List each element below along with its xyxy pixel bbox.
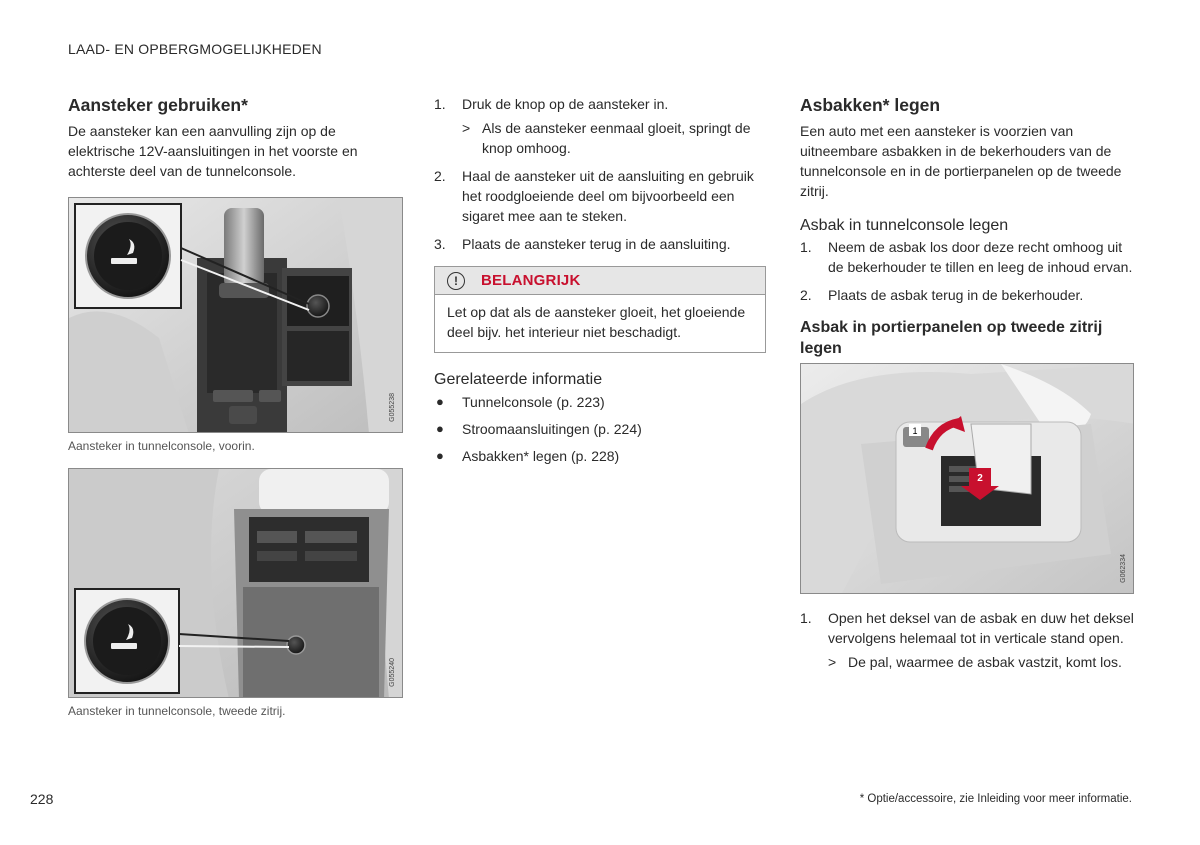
door-ashtray-steps (800, 608, 1135, 672)
image-id-label: G055238 (389, 393, 396, 422)
related-link-tunnelconsole[interactable]: ● Tunnelconsole (p. 223) (436, 394, 605, 410)
page-number: 228 (30, 791, 54, 807)
list-item: 2. Haal de aansteker uit de aansluiting en gebruik het roodgloeiende deel om bijvoorbeeld een sigaret mee aan te steken. (434, 168, 754, 224)
chapter-header: LAAD- EN OPBERGMOGELIJKHEDEN (68, 41, 322, 57)
image-id-label: G062334 (1120, 554, 1127, 583)
tunnel-ashtray-steps (800, 237, 1135, 305)
lighter-steps-list (434, 94, 766, 254)
photo-door-ashtray (800, 363, 1134, 594)
photo-lighter-front-console (68, 197, 403, 433)
rear-console-illustration (69, 469, 403, 698)
list-item: 2. Plaats de asbak terug in de bekerhouder. (800, 287, 1084, 303)
bullet-icon: ● (436, 448, 444, 463)
callout-2: 2 (977, 473, 983, 484)
step-result: > De pal, waarmee de asbak vastzit, komt los. (828, 654, 1122, 670)
list-item: 1. Neem de asbak los door deze recht omhoog uit de bekerhouder te tillen en leeg de inhoud ervan. (800, 239, 1133, 275)
front-console-illustration (69, 198, 403, 433)
list-item: 1. Open het deksel van de asbak en duw het deksel vervolgens helemaal tot in verticale stand open. > De pal, waarmee de asbak vastzit, komt los. (800, 610, 1134, 670)
figure-caption-front: Aansteker in tunnelconsole, voorin. (68, 439, 255, 453)
column-ashtray (800, 94, 1135, 680)
step-result: > Als de aansteker eenmaal gloeit, springt de knop omhoog. (462, 120, 751, 156)
important-notice-box (434, 266, 766, 353)
exclamation-icon: ! (447, 272, 465, 290)
related-info-list (434, 392, 766, 466)
list-item: 1. Druk de knop op de aansteker in. > Als de aansteker eenmaal gloeit, springt de knop omhoog. (434, 94, 766, 158)
important-notice-header (435, 267, 765, 295)
image-id-label: G055240 (389, 658, 396, 687)
column-lighter-usage (68, 94, 403, 719)
ashtray-intro-text: Een auto met een aansteker is voorzien van uitneembare asbakken in de bekerhouders van de tunnelconsole en in de portierpanelen op de tweede zitrij. (800, 123, 1122, 199)
bullet-icon: ● (436, 421, 444, 436)
important-notice-text: Let op dat als de aansteker gloeit, het gloeiende deel bijv. het interieur niet beschadigt. (447, 304, 746, 340)
section-title-lighter: Aansteker gebruiken* (68, 95, 248, 115)
door-ashtray-illustration (801, 364, 1134, 594)
footnote: * Optie/accessoire, zie Inleiding voor meer informatie. (859, 793, 1132, 805)
related-link-asbakken[interactable]: ● Asbakken* legen (p. 228) (436, 448, 620, 464)
list-item: 3. Plaats de aansteker terug in de aansluiting. (434, 236, 731, 252)
section-title-ashtray: Asbakken* legen (800, 95, 941, 115)
related-info-title: Gerelateerde informatie (434, 371, 603, 388)
callout-1: 1 (912, 426, 918, 436)
subtitle-tunnel-ashtray: Asbak in tunnelconsole legen (800, 217, 1009, 234)
related-link-stroomaansluitingen[interactable]: ● Stroomaansluitingen (p. 224) (436, 421, 642, 437)
figure-caption-rear: Aansteker in tunnelconsole, tweede zitrij. (68, 704, 286, 718)
column-lighter-steps (434, 94, 766, 473)
photo-lighter-rear-console (68, 468, 403, 698)
lighter-intro-text: De aansteker kan een aanvulling zijn op de elektrische 12V-aansluitingen in het voorste en achterste deel van de tunnelconsole. (68, 123, 358, 179)
important-label: BELANGRIJK (481, 272, 581, 289)
bullet-icon: ● (436, 394, 444, 409)
subtitle-door-ashtray: Asbak in portierpanelen op tweede zitrij legen (800, 319, 1103, 357)
